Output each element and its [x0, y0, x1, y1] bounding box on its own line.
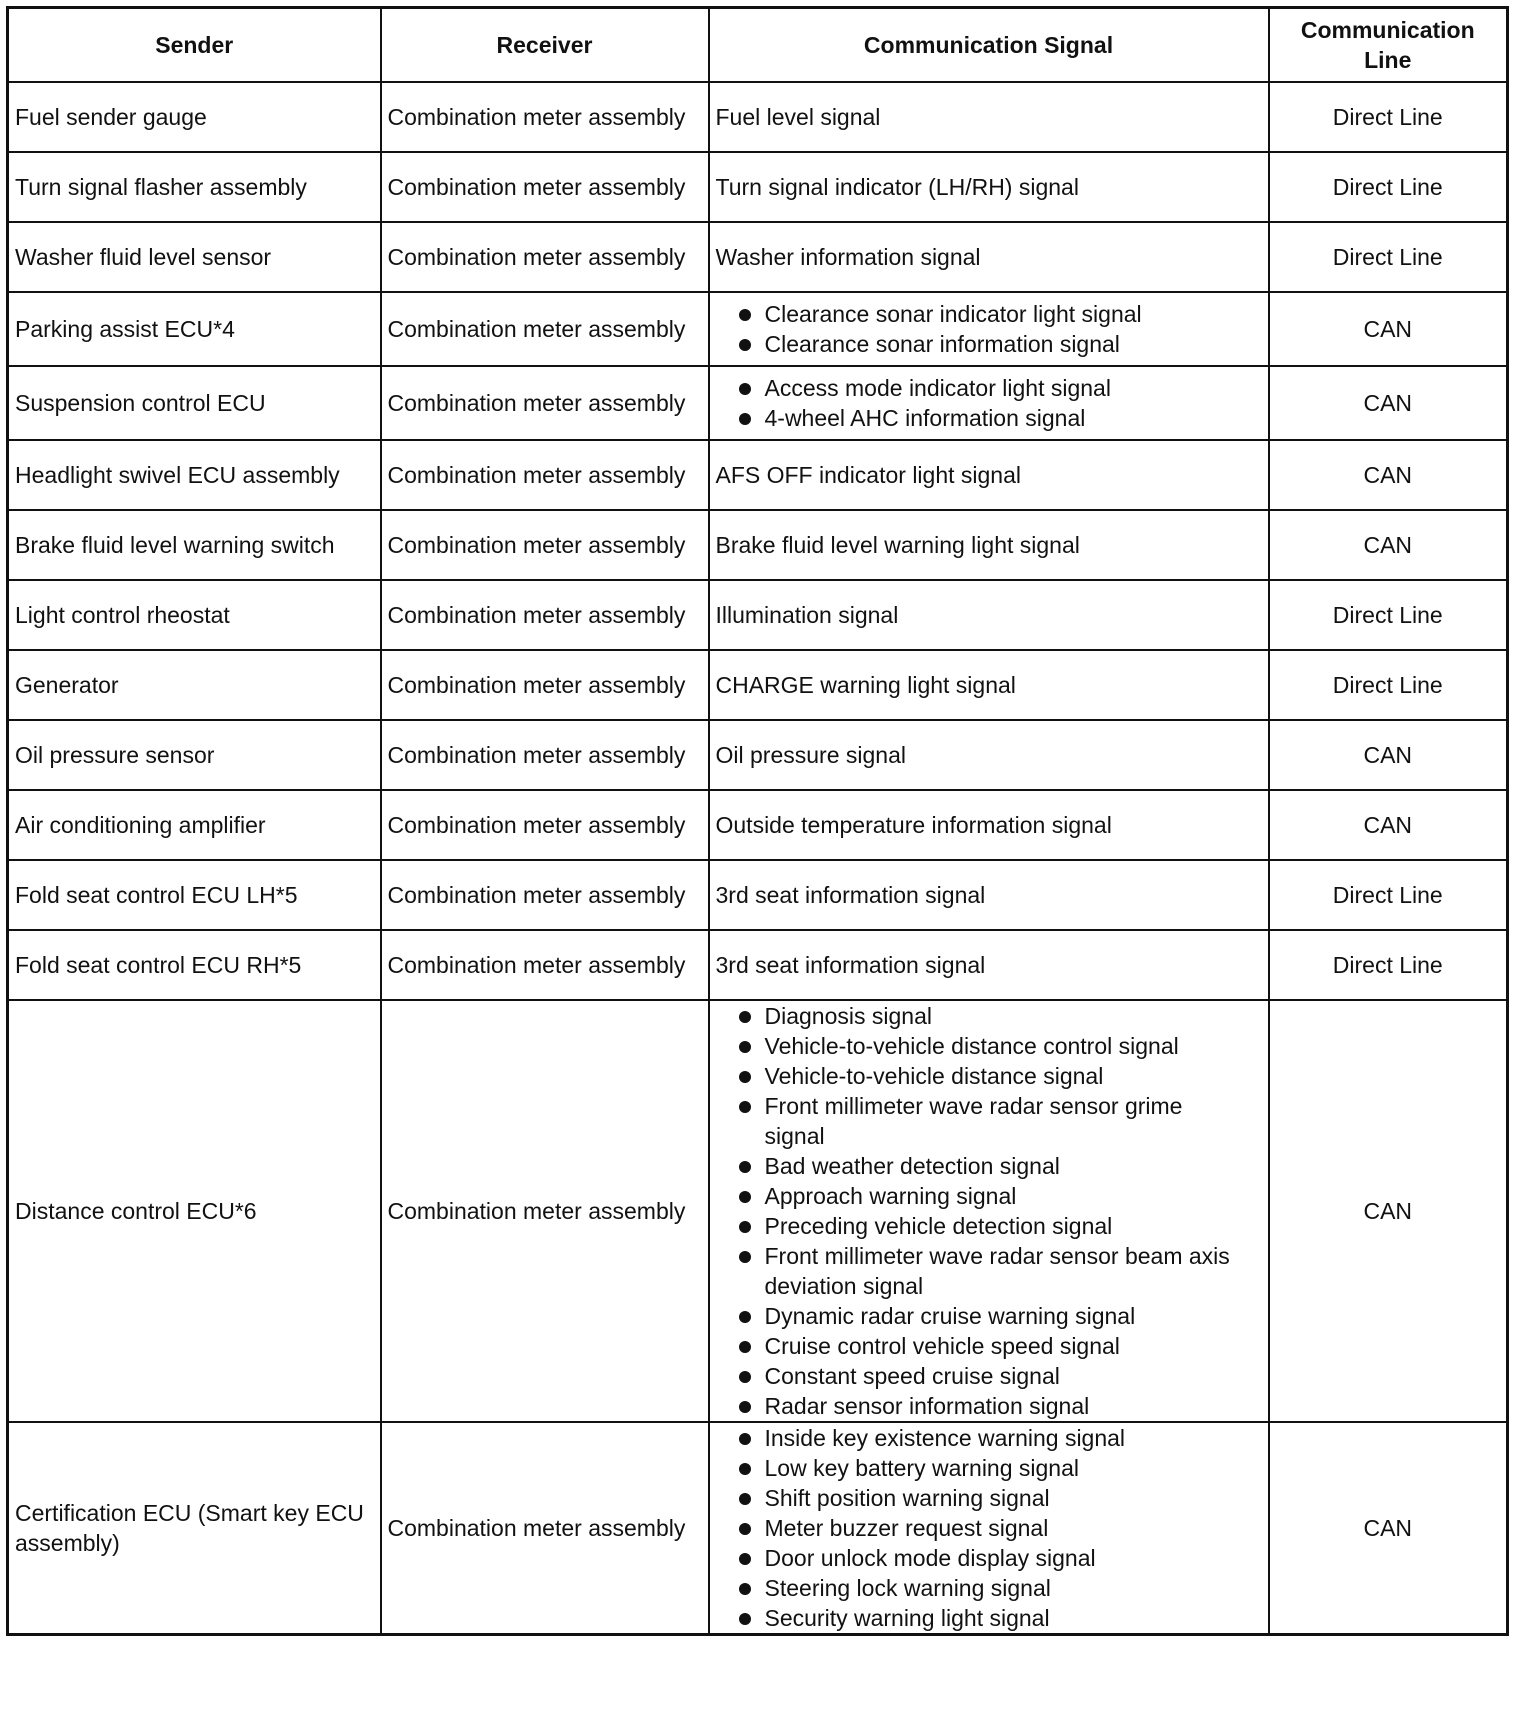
signal-bullet-item: [716, 1573, 1262, 1603]
signal-bullet-item: [716, 1241, 1262, 1301]
table-row: [8, 222, 1508, 292]
receiver-cell: Combination meter assembly: [381, 860, 709, 930]
communication-line-cell: CAN: [1269, 292, 1508, 366]
communication-signal-cell: [709, 440, 1269, 510]
signal-bullet-item: [716, 1151, 1262, 1181]
signal-bullet-item: [716, 1001, 1262, 1031]
communication-signal-cell: [709, 510, 1269, 580]
bullet-dot-icon: [739, 309, 751, 321]
signal-bullet-item: [716, 1513, 1262, 1543]
bullet-dot-icon: [739, 1523, 751, 1535]
signal-text: Constant speed cruise signal: [764, 1363, 1060, 1389]
signal-bullet-item: [716, 299, 1262, 329]
receiver-cell: Combination meter assembly: [381, 510, 709, 580]
table-row: [8, 930, 1508, 1000]
table-row: [8, 1000, 1508, 1422]
signal-bullet-item: [716, 1181, 1262, 1211]
sender-cell: Washer fluid level sensor: [8, 222, 381, 292]
signal-text: Turn signal indicator (LH/RH) signal: [715, 174, 1079, 200]
communication-signal-cell: [709, 860, 1269, 930]
bullet-dot-icon: [739, 1251, 751, 1263]
receiver-cell: Combination meter assembly: [381, 1000, 709, 1422]
table-row: [8, 510, 1508, 580]
communication-signal-cell: [709, 222, 1269, 292]
table-row: [8, 650, 1508, 720]
table-row: [8, 152, 1508, 222]
signal-bullet-item: [716, 1061, 1262, 1091]
communication-line-cell: Direct Line: [1269, 580, 1508, 650]
table-row: [8, 292, 1508, 366]
bullet-dot-icon: [739, 383, 751, 395]
receiver-cell: Combination meter assembly: [381, 580, 709, 650]
signal-text: AFS OFF indicator light signal: [715, 462, 1022, 488]
table-row: [8, 720, 1508, 790]
communication-signal-cell: [709, 930, 1269, 1000]
page: [6, 6, 1506, 1636]
signal-text: Cruise control vehicle speed signal: [764, 1333, 1120, 1359]
signal-text: CHARGE warning light signal: [715, 672, 1016, 698]
signal-text: Inside key existence warning signal: [764, 1425, 1126, 1451]
receiver-cell: Combination meter assembly: [381, 82, 709, 152]
signal-text: Front millimeter wave radar sensor grime signal: [764, 1093, 1183, 1149]
bullet-dot-icon: [739, 1433, 751, 1445]
communication-signal-cell: [709, 720, 1269, 790]
bullet-dot-icon: [739, 1071, 751, 1083]
signal-text: Washer information signal: [715, 244, 981, 270]
signal-bullet-item: [716, 1361, 1262, 1391]
signal-text: Bad weather detection signal: [764, 1153, 1060, 1179]
signal-text: Vehicle-to-vehicle distance control signal: [764, 1033, 1179, 1059]
communication-signal-cell: [709, 1000, 1269, 1422]
signal-text: Access mode indicator light signal: [764, 375, 1111, 401]
signal-text: Radar sensor information signal: [764, 1393, 1090, 1419]
signal-text: 3rd seat information signal: [715, 882, 986, 908]
receiver-cell: Combination meter assembly: [381, 930, 709, 1000]
sender-cell: Generator: [8, 650, 381, 720]
signal-text: Door unlock mode display signal: [764, 1545, 1096, 1571]
signal-text: 3rd seat information signal: [715, 952, 986, 978]
sender-cell: Suspension control ECU: [8, 366, 381, 440]
bullet-dot-icon: [739, 1311, 751, 1323]
sender-cell: Certification ECU (Smart key ECU assembly): [8, 1422, 381, 1635]
signal-text: Security warning light signal: [764, 1605, 1050, 1631]
signal-text: Outside temperature information signal: [715, 812, 1112, 838]
table-row: [8, 860, 1508, 930]
table-row: [8, 82, 1508, 152]
bullet-dot-icon: [739, 1041, 751, 1053]
receiver-cell: Combination meter assembly: [381, 440, 709, 510]
communication-line-cell: CAN: [1269, 790, 1508, 860]
receiver-cell: Combination meter assembly: [381, 152, 709, 222]
receiver-cell: Combination meter assembly: [381, 366, 709, 440]
header-row: [8, 8, 1508, 83]
sender-cell: Fold seat control ECU RH*5: [8, 930, 381, 1000]
signal-text: Illumination signal: [715, 602, 899, 628]
sender-cell: Headlight swivel ECU assembly: [8, 440, 381, 510]
sender-cell: Parking assist ECU*4: [8, 292, 381, 366]
bullet-dot-icon: [739, 1583, 751, 1595]
header-sender: Sender: [8, 8, 381, 83]
signal-bullet-item: [716, 1603, 1262, 1633]
communication-line-cell: CAN: [1269, 1000, 1508, 1422]
bullet-dot-icon: [739, 1191, 751, 1203]
signal-bullet-item: [716, 1301, 1262, 1331]
communication-signal-cell: [709, 152, 1269, 222]
communication-line-cell: CAN: [1269, 1422, 1508, 1635]
sender-cell: Oil pressure sensor: [8, 720, 381, 790]
signal-bullet-list: [716, 1001, 1262, 1421]
bullet-dot-icon: [739, 1371, 751, 1383]
signal-bullet-item: [716, 1543, 1262, 1573]
communication-line-cell: Direct Line: [1269, 930, 1508, 1000]
signal-bullet-item: [716, 1211, 1262, 1241]
signal-bullet-item: [716, 1423, 1262, 1453]
bullet-dot-icon: [739, 1341, 751, 1353]
signal-bullet-item: [716, 1391, 1262, 1421]
communication-signal-cell: [709, 650, 1269, 720]
communication-line-cell: CAN: [1269, 510, 1508, 580]
signal-text: 4-wheel AHC information signal: [764, 405, 1086, 431]
signal-bullet-list: [716, 299, 1262, 359]
communication-line-cell: Direct Line: [1269, 650, 1508, 720]
signal-bullet-item: [716, 1453, 1262, 1483]
signal-text: Brake fluid level warning light signal: [715, 532, 1080, 558]
signal-bullet-item: [716, 1331, 1262, 1361]
sender-cell: Air conditioning amplifier: [8, 790, 381, 860]
bullet-dot-icon: [739, 1553, 751, 1565]
sender-cell: Turn signal flasher assembly: [8, 152, 381, 222]
communication-signal-cell: [709, 82, 1269, 152]
signal-bullet-item: [716, 403, 1262, 433]
communication-line-cell: CAN: [1269, 366, 1508, 440]
sender-cell: Fuel sender gauge: [8, 82, 381, 152]
bullet-dot-icon: [739, 413, 751, 425]
table-row: [8, 580, 1508, 650]
bullet-dot-icon: [739, 1493, 751, 1505]
signal-bullet-item: [716, 1031, 1262, 1061]
table-row: [8, 366, 1508, 440]
signal-text: Meter buzzer request signal: [764, 1515, 1049, 1541]
bullet-dot-icon: [739, 339, 751, 351]
signal-text: Vehicle-to-vehicle distance signal: [764, 1063, 1104, 1089]
receiver-cell: Combination meter assembly: [381, 790, 709, 860]
signal-text: Front millimeter wave radar sensor beam axis deviation signal: [764, 1243, 1230, 1299]
signal-text: Clearance sonar information signal: [764, 331, 1120, 357]
signal-text: Oil pressure signal: [715, 742, 906, 768]
signal-bullet-list: [716, 1423, 1262, 1633]
signal-bullet-item: [716, 373, 1262, 403]
table-row: [8, 1422, 1508, 1635]
bullet-dot-icon: [739, 1101, 751, 1113]
header-communication-line: Communication Line: [1269, 8, 1508, 83]
bullet-dot-icon: [739, 1463, 751, 1475]
signal-text: Clearance sonar indicator light signal: [764, 301, 1142, 327]
bullet-dot-icon: [739, 1011, 751, 1023]
communication-line-cell: Direct Line: [1269, 222, 1508, 292]
header-receiver: Receiver: [381, 8, 709, 83]
signal-text: Shift position warning signal: [764, 1485, 1050, 1511]
header-communication-signal: Communication Signal: [709, 8, 1269, 83]
communication-line-cell: Direct Line: [1269, 860, 1508, 930]
table-body: [8, 82, 1508, 1635]
bullet-dot-icon: [739, 1221, 751, 1233]
bullet-dot-icon: [739, 1161, 751, 1173]
sender-cell: Distance control ECU*6: [8, 1000, 381, 1422]
signal-text: Approach warning signal: [764, 1183, 1017, 1209]
sender-cell: Light control rheostat: [8, 580, 381, 650]
communication-line-cell: Direct Line: [1269, 152, 1508, 222]
table-row: [8, 790, 1508, 860]
signal-text: Preceding vehicle detection signal: [764, 1213, 1113, 1239]
communication-signal-cell: [709, 790, 1269, 860]
table-row: [8, 440, 1508, 510]
sender-cell: Brake fluid level warning switch: [8, 510, 381, 580]
communication-signal-cell: [709, 1422, 1269, 1635]
signal-bullet-item: [716, 1091, 1262, 1151]
communication-signal-table: [6, 6, 1509, 1636]
receiver-cell: Combination meter assembly: [381, 720, 709, 790]
bullet-dot-icon: [739, 1401, 751, 1413]
signal-text: Dynamic radar cruise warning signal: [764, 1303, 1136, 1329]
sender-cell: Fold seat control ECU LH*5: [8, 860, 381, 930]
communication-signal-cell: [709, 580, 1269, 650]
receiver-cell: Combination meter assembly: [381, 650, 709, 720]
signal-text: Steering lock warning signal: [764, 1575, 1051, 1601]
communication-line-cell: CAN: [1269, 720, 1508, 790]
signal-bullet-item: [716, 329, 1262, 359]
signal-bullet-item: [716, 1483, 1262, 1513]
signal-text: Diagnosis signal: [764, 1003, 932, 1029]
receiver-cell: Combination meter assembly: [381, 292, 709, 366]
bullet-dot-icon: [739, 1613, 751, 1625]
receiver-cell: Combination meter assembly: [381, 1422, 709, 1635]
communication-signal-cell: [709, 366, 1269, 440]
communication-line-cell: CAN: [1269, 440, 1508, 510]
communication-signal-cell: [709, 292, 1269, 366]
receiver-cell: Combination meter assembly: [381, 222, 709, 292]
communication-line-cell: Direct Line: [1269, 82, 1508, 152]
signal-bullet-list: [716, 373, 1262, 433]
signal-text: Low key battery warning signal: [764, 1455, 1079, 1481]
signal-text: Fuel level signal: [715, 104, 881, 130]
